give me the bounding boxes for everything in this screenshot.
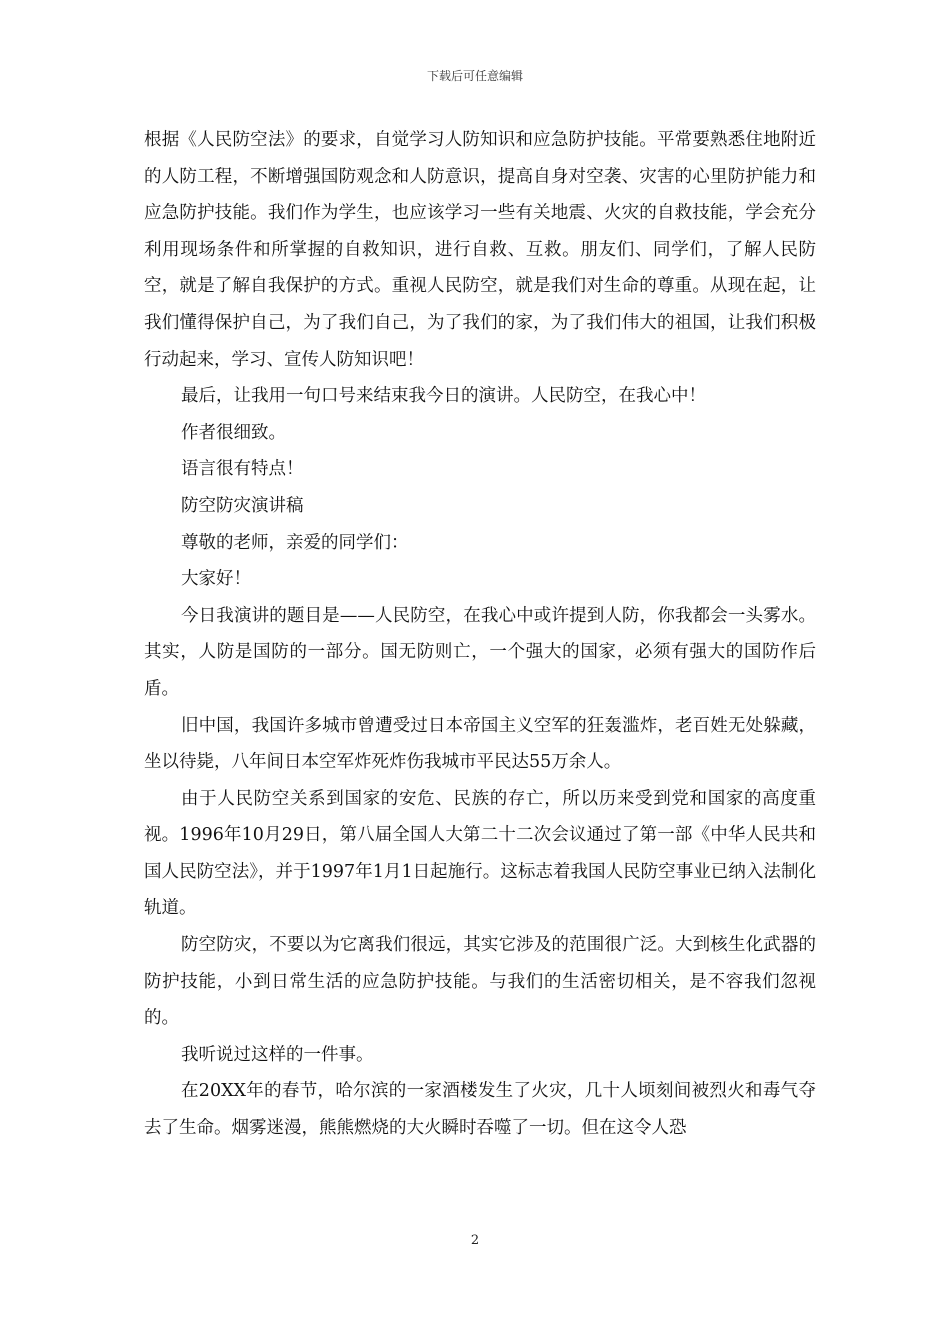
paragraph-8: 今日我演讲的题目是——人民防空，在我心中或许提到人防，你我都会一头雾水。其实，人防是国防的一部分。国无防则亡，一个强大的国家，必须有强大的国防作后盾。 [144, 605, 816, 699]
page-header: 下载后可任意编辑 [426, 69, 523, 83]
page-number: 2 [470, 1233, 480, 1248]
greeting: 大家好！ [181, 569, 251, 590]
paragraph-12: 我听说过这样的一件事。 [181, 1044, 374, 1065]
paragraph-9: 旧中国，我国许多城市曾遭受过日本帝国主义空军的狂轰滥炸，老百姓无处躲藏，坐以待毙，八年间日本空军炸死炸伤我城市平民达55万余人。 [144, 715, 816, 773]
salutation: 尊敬的老师，亲爱的同学们： [181, 532, 409, 553]
paragraph-3: 作者很细致。 [181, 422, 286, 443]
paragraph-1: 根据《人民防空法》的要求，自觉学习人防知识和应急防护技能。平常要熟悉住地附近的人防工程，不断增强国防观念和人防意识，提高自身对空袭、灾害的心里防护能力和应急防护技能。我们作为学生，也应该学习一些有关地震、火灾的自救技能，学会充分利用现场条件和所掌握的自救知识，进行自救、互救。朋友们、同学们，了解人民防空，就是了解自我保护的方式。重视人民防空，就是我们对生命的尊重。从现在起，让我们懂得保护自己，为了我们自己，为了我们的家，为了我们伟大的祖国，让我们积极行动起来，学习、宣传人防知识吧！ [144, 130, 816, 370]
section-title: 防空防灾演讲稿 [181, 495, 304, 516]
paragraph-13: 在20XX年的春节，哈尔滨的一家酒楼发生了火灾，几十人顷刻间被烈火和毒气夺去了生命。烟雾迷漫，熊熊燃烧的大火瞬时吞噬了一切。但在这令人恐 [144, 1081, 816, 1139]
paragraph-4: 语言很有特点！ [181, 459, 304, 480]
paragraph-10: 由于人民防空关系到国家的安危、民族的存亡，所以历来受到党和国家的高度重视。1996年10月29日，第八届全国人大第二十二次会议通过了第一部《中华人民共和国人民防空法》，并于1997年1月1日起施行。这标志着我国人民防空事业已纳入法制化轨道。 [144, 788, 816, 919]
document-body [144, 122, 816, 1147]
paragraph-11: 防空防灾，不要以为它离我们很远，其实它涉及的范围很广泛。大到核生化武器的防护技能，小到日常生活的应急防护技能。与我们的生活密切相关，是不容我们忽视的。 [144, 935, 816, 1029]
paragraph-2: 最后，让我用一句口号来结束我今日的演讲。人民防空，在我心中！ [181, 386, 706, 407]
